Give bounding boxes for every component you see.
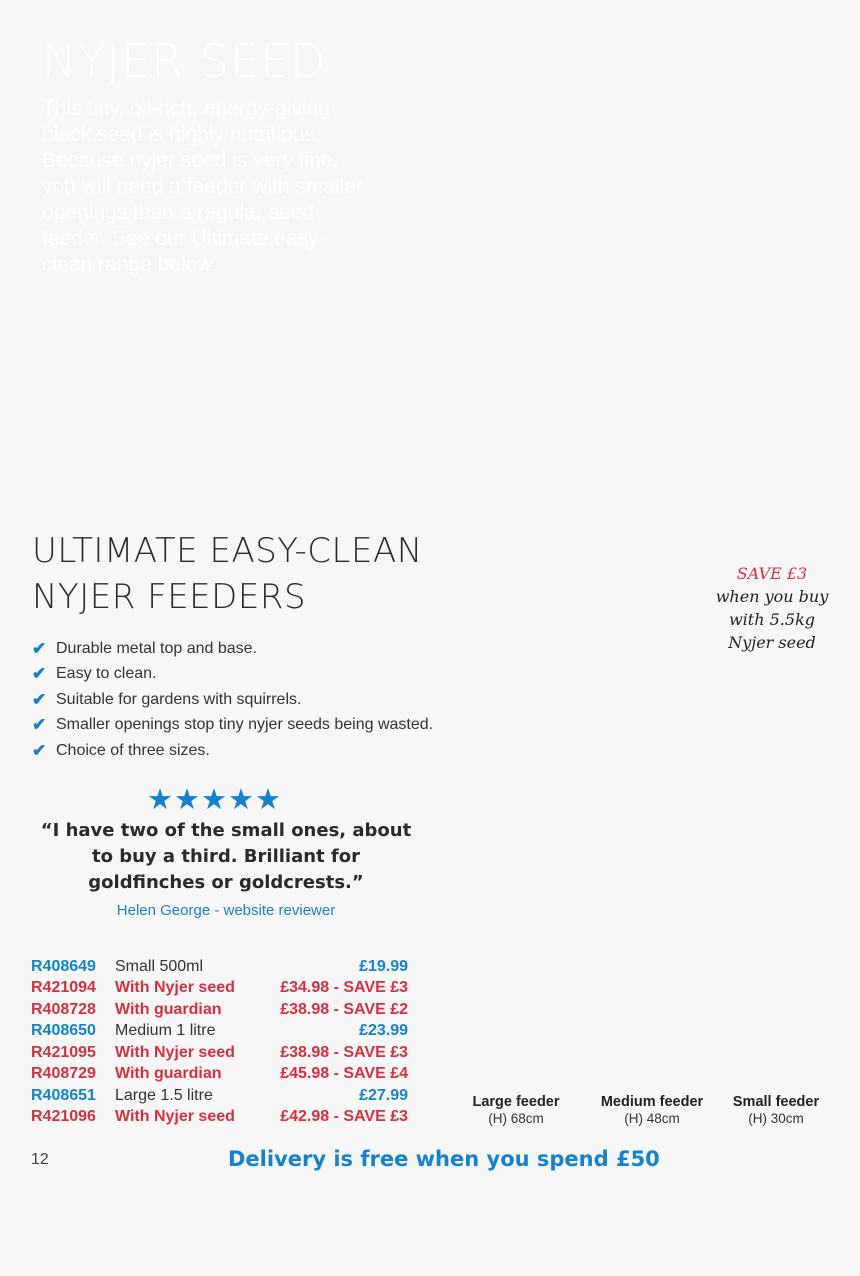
product-name: With guardian bbox=[115, 1000, 222, 1018]
page-number: 12 bbox=[31, 1151, 49, 1168]
product-row bbox=[31, 956, 408, 978]
product-code: R408650 bbox=[31, 1022, 96, 1040]
feature-item bbox=[32, 687, 433, 713]
feature-item bbox=[32, 662, 433, 688]
size-label: Medium feeder bbox=[600, 1094, 704, 1110]
check-icon: ✔ bbox=[32, 664, 47, 684]
check-icon: ✔ bbox=[32, 638, 47, 658]
size-height: (H) 48cm bbox=[624, 1111, 680, 1126]
product-name: Medium 1 litre bbox=[115, 1022, 216, 1040]
size-height: (H) 68cm bbox=[488, 1111, 544, 1126]
product-code: R421095 bbox=[31, 1043, 96, 1061]
product-price: £38.98 - SAVE £2 bbox=[280, 1000, 408, 1018]
product-table bbox=[31, 956, 408, 1128]
save-callout bbox=[700, 562, 844, 654]
product-name: Small 500ml bbox=[115, 957, 204, 975]
save-callout-line: when you buy bbox=[715, 587, 829, 606]
check-icon: ✔ bbox=[32, 715, 47, 735]
product-price: £23.99 bbox=[359, 1022, 408, 1040]
rating-stars-icon: ★★★★★ bbox=[147, 784, 282, 816]
size-large bbox=[446, 1094, 586, 1126]
product-name: Large 1.5 litre bbox=[115, 1086, 213, 1104]
size-medium bbox=[582, 1094, 722, 1126]
check-icon: ✔ bbox=[32, 740, 47, 760]
feature-text: Suitable for gardens with squirrels. bbox=[56, 690, 302, 708]
product-price: £34.98 - SAVE £3 bbox=[280, 979, 408, 997]
section-title bbox=[32, 528, 423, 620]
size-height: (H) 30cm bbox=[748, 1111, 804, 1126]
save-callout-headline: SAVE £3 bbox=[736, 564, 808, 583]
feature-text: Choice of three sizes. bbox=[56, 741, 210, 759]
size-small bbox=[706, 1094, 846, 1126]
hero-title: NYJER SEED bbox=[42, 34, 327, 88]
product-code: R408649 bbox=[31, 957, 96, 975]
feature-text: Durable metal top and base. bbox=[56, 639, 258, 657]
product-price: £45.98 - SAVE £4 bbox=[280, 1065, 408, 1083]
hero-description: This tiny, oil-rich, energy-giving black seed is highly nutritious. Because nyjer seed is very fine, you will need a feeder with smaller openings than a regular seed feeder. See our Ultimate easy-clean range below. bbox=[42, 97, 363, 276]
review-quote: “I have two of the small ones, about to buy a third. Brilliant for goldfinches or goldcrests.” bbox=[40, 820, 412, 893]
product-code: R421094 bbox=[31, 979, 96, 997]
check-icon: ✔ bbox=[32, 689, 47, 709]
product-code: R408651 bbox=[31, 1086, 96, 1104]
feature-item bbox=[32, 713, 433, 739]
save-callout-line: with 5.5kg bbox=[728, 610, 815, 629]
size-label: Small feeder bbox=[732, 1094, 820, 1110]
product-name: With guardian bbox=[115, 1065, 222, 1083]
feature-list bbox=[32, 636, 433, 764]
product-code: R421096 bbox=[31, 1108, 96, 1126]
section-title-line1: ULTIMATE EASY-CLEAN bbox=[32, 531, 423, 571]
product-price: £38.98 - SAVE £3 bbox=[280, 1043, 408, 1061]
product-code: R408729 bbox=[31, 1065, 96, 1083]
product-row bbox=[31, 1042, 408, 1064]
product-row bbox=[31, 1064, 408, 1086]
feature-text: Easy to clean. bbox=[56, 665, 157, 683]
product-price: £42.98 - SAVE £3 bbox=[280, 1108, 408, 1126]
product-row bbox=[31, 1021, 408, 1043]
delivery-banner: Delivery is free when you spend £50 bbox=[228, 1147, 660, 1171]
feature-text: Smaller openings stop tiny nyjer seeds being wasted. bbox=[56, 716, 434, 734]
section-title-line2: NYJER FEEDERS bbox=[32, 577, 307, 617]
product-row bbox=[31, 999, 408, 1021]
product-price: £19.99 bbox=[359, 957, 408, 975]
product-row bbox=[31, 1085, 408, 1107]
feature-item bbox=[32, 738, 433, 764]
size-label: Large feeder bbox=[472, 1094, 560, 1110]
product-name: With Nyjer seed bbox=[115, 1043, 235, 1061]
product-row bbox=[31, 978, 408, 1000]
product-code: R408728 bbox=[31, 1000, 96, 1018]
save-callout-line: Nyjer seed bbox=[728, 633, 816, 652]
reviewer-name: Helen George - website reviewer bbox=[116, 902, 336, 919]
product-name: With Nyjer seed bbox=[115, 1108, 235, 1126]
feature-item bbox=[32, 636, 433, 662]
product-price: £27.99 bbox=[359, 1086, 408, 1104]
product-row bbox=[31, 1107, 408, 1129]
product-name: With Nyjer seed bbox=[115, 979, 235, 997]
